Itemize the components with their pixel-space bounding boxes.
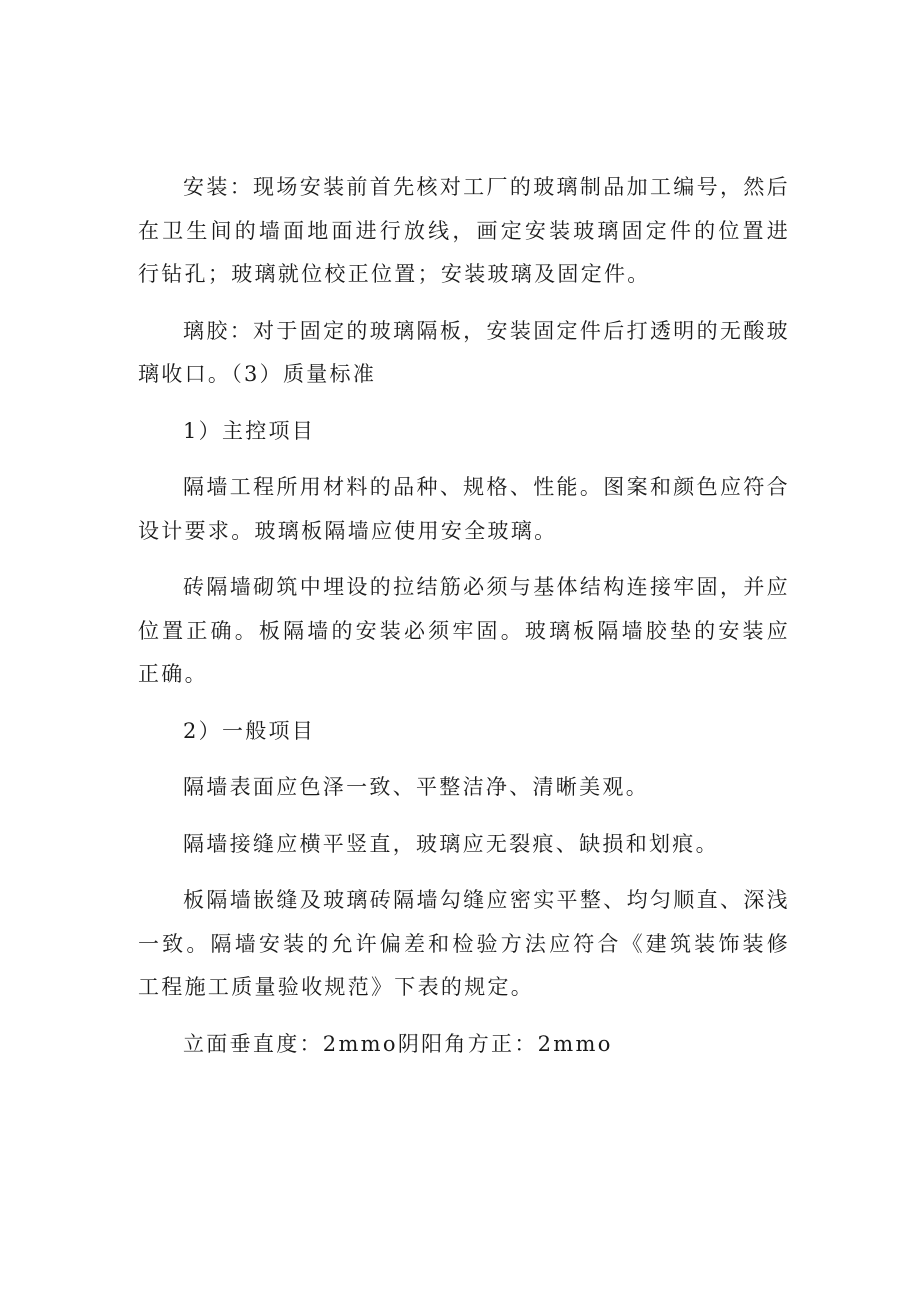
paragraph-brick-wall-requirement: 砖隔墙砌筑中埋设的拉结筋必须与基体结构连接牢固，并应位置正确。板隔墙的安装必须牢固。玻璃板隔墙胶垫的安装应正确。 bbox=[138, 575, 790, 686]
paragraph-installation: 安装：现场安装前首先核对工厂的玻璃制品加工编号，然后在卫生间的墙面地面进行放线，画定安装玻璃固定件的位置进行钻孔；玻璃就位校正位置；安装玻璃及固定件。 bbox=[138, 175, 790, 286]
paragraph-joint-requirement: 隔墙接缝应横平竖直，玻璃应无裂痕、缺损和划痕。 bbox=[183, 831, 719, 856]
paragraph-caulking-requirement: 板隔墙嵌缝及玻璃砖隔墙勾缝应密实平整、均匀顺直、深浅一致。隔墙安装的允许偏差和检验方法应符合《建筑装饰装修工程施工质量验收规范》下表的规定。 bbox=[138, 888, 790, 999]
document-body bbox=[138, 166, 790, 1079]
heading-general-items: 2）一般项目 bbox=[183, 718, 316, 743]
paragraph-surface-requirement: 隔墙表面应色泽一致、平整洁净、清晰美观。 bbox=[183, 775, 649, 799]
heading-main-control-items: 1）主控项目 bbox=[183, 418, 316, 443]
paragraph-materials-requirement: 隔墙工程所用材料的品种、规格、性能。图案和颜色应符合设计要求。玻璃板隔墙应使用安全玻璃。 bbox=[138, 475, 790, 543]
paragraph-tolerance-values: 立面垂直度：2mmo阴阳角方正：2mmo bbox=[183, 1031, 613, 1056]
paragraph-glass-sealant: 璃胶：对于固定的玻璃隔板，安装固定件后打透明的无酸玻璃收口。（3）质量标准 bbox=[138, 318, 790, 386]
